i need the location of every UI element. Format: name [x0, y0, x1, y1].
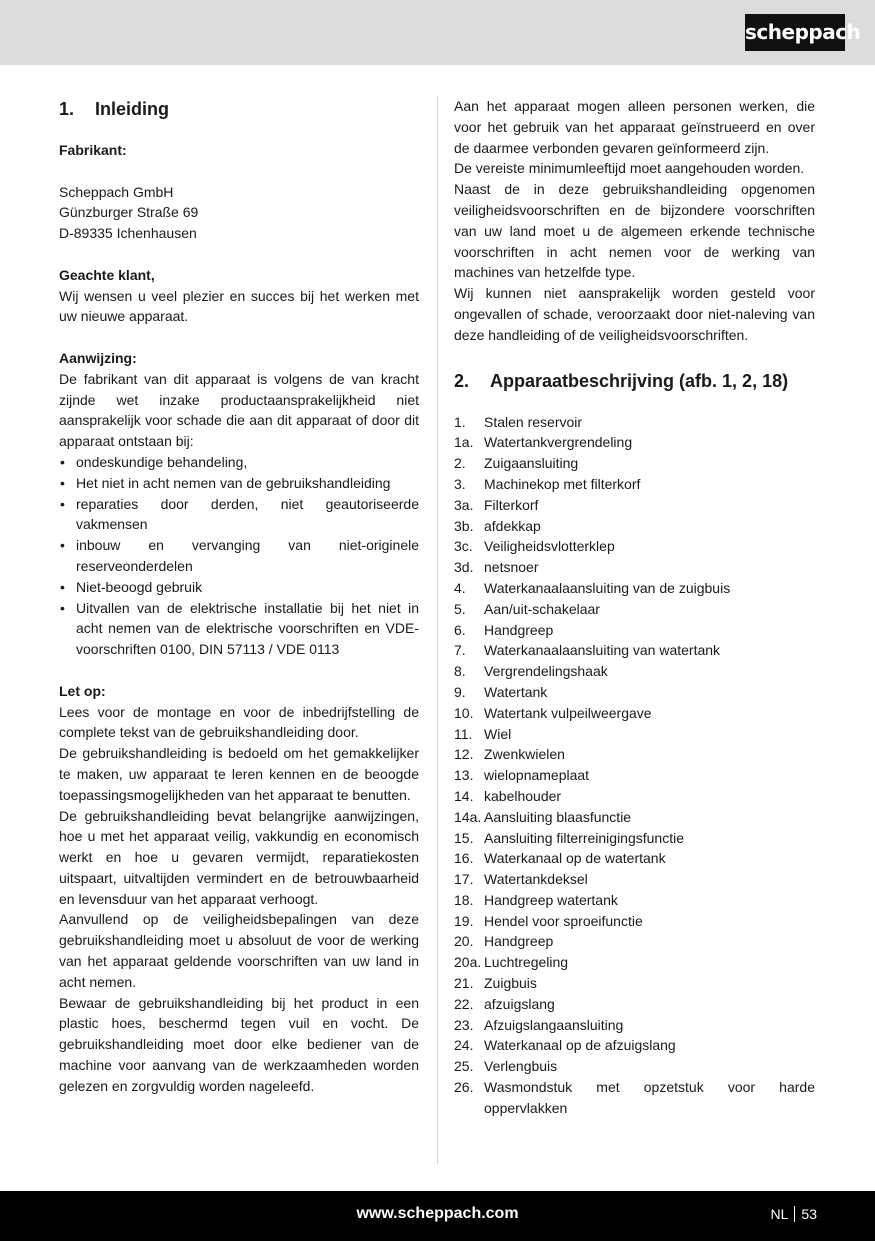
part-label: Aansluiting blaasfunctie: [484, 808, 632, 825]
part-number: 3.: [454, 475, 466, 492]
list-item: [454, 474, 815, 495]
attention-title: Let op:: [59, 682, 106, 699]
section-1-title: Inleiding: [95, 99, 169, 119]
part-number: 11.: [454, 725, 473, 742]
section-1-number: 1.: [59, 99, 75, 119]
part-number: 8.: [454, 663, 466, 680]
part-label: Hendel voor sproeifunctie: [484, 912, 643, 929]
paragraph: De vereiste minimumleeftijd moet aangehouden worden.: [454, 160, 805, 177]
list-item: [454, 432, 815, 453]
list-item: [454, 724, 815, 745]
part-label: Watertank: [484, 683, 548, 700]
part-label: Watertankvergrendeling: [484, 434, 633, 451]
part-label: Zuigaansluiting: [484, 455, 579, 472]
part-label: Vergrendelingshaak: [484, 663, 608, 680]
paragraph: Aan het apparaat mogen alleen personen werken, die voor het gebruik van het apparaat geïnstrueerd en over de daarmee verbonden gevaren geïnformeerd zijn.: [454, 98, 815, 156]
part-number: 20a.: [454, 954, 482, 971]
part-number: 6.: [454, 621, 466, 638]
part-label: Watertank vulpeilweergave: [484, 704, 652, 721]
list-item: [454, 578, 815, 599]
paragraph: Bewaar de gebruikshandleiding bij het product in een plastic hoes, beschermd tegen vuil en vocht. De gebruikshandleiding moet door elke bediener van de machine voor aanvang van de werkzaamheden worden gelezen en zorgvuldig worden nageleefd.: [59, 994, 419, 1094]
list-item: [454, 557, 815, 578]
list-item: • Uitvallen van de elektrische installatie bij het niet in acht nemen van de elektrische voorschriften en VDE-voorschriften 0100, DIN 57113 / VDE 0113: [59, 598, 419, 660]
part-label: Handgreep: [484, 621, 554, 638]
section-1-heading: [59, 96, 419, 122]
list-item: [454, 1077, 815, 1119]
address-line: D-89335 Ichenhausen: [59, 225, 197, 242]
list-item: [454, 828, 815, 849]
list-item: [454, 412, 815, 433]
part-label: Veiligheidsvlotterklep: [484, 538, 615, 555]
page-number: 53: [801, 1206, 817, 1222]
manufacturer-label: Fabrikant:: [59, 142, 127, 158]
part-label: Wiel: [484, 725, 512, 742]
part-number: 16.: [454, 850, 474, 867]
note-bullet-list: [59, 452, 419, 660]
address-line: Günzburger Straße 69: [59, 204, 199, 221]
part-number: 17.: [454, 871, 474, 888]
part-number: 9.: [454, 683, 466, 700]
separator: [794, 1206, 795, 1222]
section-2-title: Apparaatbeschrijving (afb. 1, 2, 18): [490, 370, 789, 391]
part-number: 21.: [454, 975, 474, 992]
part-number: 12.: [454, 746, 474, 763]
list-item: [454, 973, 815, 994]
list-item: [454, 453, 815, 474]
part-number: 3c.: [454, 538, 473, 555]
section-2-heading: [454, 368, 815, 394]
part-label: Luchtregeling: [484, 954, 569, 971]
section-2-number: 2.: [454, 370, 470, 391]
part-label: Waterkanaalaansluiting van watertank: [484, 642, 721, 659]
part-number: 7.: [454, 642, 466, 659]
part-label: Machinekop met filterkorf: [484, 475, 641, 492]
part-label: Handgreep watertank: [484, 891, 618, 908]
list-item: [454, 911, 815, 932]
header-bar: [0, 0, 875, 65]
list-item: [454, 1035, 815, 1056]
part-number: 23.: [454, 1016, 474, 1033]
part-number: 24.: [454, 1037, 474, 1054]
note-title: Aanwijzing:: [59, 349, 137, 366]
brand-logo: scheppach: [745, 14, 845, 51]
part-number: 18.: [454, 891, 474, 908]
list-item: • Het niet in acht nemen van de gebruikshandleiding: [59, 473, 419, 494]
language-code: NL: [770, 1206, 789, 1222]
parts-list: [454, 412, 815, 1119]
part-number: 3b.: [454, 517, 474, 534]
part-number: 14.: [454, 787, 474, 804]
list-item: [454, 890, 815, 911]
part-label: afdekkap: [484, 517, 541, 534]
list-item: [454, 661, 815, 682]
list-item: [454, 807, 815, 828]
part-label: Zuigbuis: [484, 975, 537, 992]
part-label: Filterkorf: [484, 496, 539, 513]
paragraph: De gebruikshandleiding is bedoeld om het gemakkelijker te maken, uw apparaat te leren kennen en de beoogde toepassingsmogelijkheden van het apparaat te benutten.: [59, 745, 419, 803]
paragraph: Naast de in deze gebruikshandleiding opgenomen veiligheidsvoorschriften en de bijzondere voorschriften van uw land moet u de algemeen erkende technische voorschriften in acht nemen voor de werking van machines van hetzelfde type.: [454, 181, 815, 281]
part-label: Aan/uit-schakelaar: [484, 600, 600, 617]
list-item: [454, 1056, 815, 1077]
list-item: [454, 848, 815, 869]
part-number: 1a.: [454, 434, 474, 451]
list-item: [454, 1015, 815, 1036]
list-item: [454, 516, 815, 537]
part-label: Zwenkwielen: [484, 746, 565, 763]
part-label: Verlengbuis: [484, 1058, 558, 1075]
list-item: • ondeskundige behandeling,: [59, 452, 419, 473]
column-divider: [437, 96, 438, 1164]
note-text: De fabrikant van dit apparaat is volgens de van kracht zijnde wet inzake productaansprakelijkheid niet aansprakelijk voor schade die aan dit apparaat of door dit apparaat ontstaan bij:: [59, 370, 419, 450]
part-number: 25.: [454, 1058, 474, 1075]
part-number: 13.: [454, 767, 474, 784]
list-item: [454, 994, 815, 1015]
part-label: Watertankdeksel: [484, 871, 588, 888]
list-item: • reparaties door derden, niet geautoriseerde vakmensen: [59, 494, 419, 536]
part-label: afzuigslang: [484, 995, 555, 1012]
paragraph: De gebruikshandleiding bevat belangrijke aanwijzingen, hoe u met het apparaat veilig, vakkundig en economisch werkt en hoe u gevaren vermijdt, reparatiekosten uitspaart, uitvaltijden vermindert en de betrouwbaarheid en levensduur van het apparaat verhoogt.: [59, 807, 419, 907]
list-item: [454, 536, 815, 557]
part-number: 10.: [454, 704, 474, 721]
list-item: [454, 640, 815, 661]
list-item: [454, 703, 815, 724]
list-item: [454, 952, 815, 973]
page-info: [771, 1206, 817, 1222]
part-label: Wasmondstuk met opzetstuk voor harde oppervlakken: [484, 1079, 815, 1116]
manufacturer-address: [59, 182, 419, 244]
footer-url: www.scheppach.com: [356, 1205, 519, 1222]
list-item: [454, 786, 815, 807]
list-item: [454, 599, 815, 620]
list-item: • inbouw en vervanging van niet-originele reserveonderdelen: [59, 535, 419, 577]
part-number: 19.: [454, 912, 474, 929]
part-label: Handgreep: [484, 933, 554, 950]
part-number: 22.: [454, 995, 474, 1012]
list-item: [454, 765, 815, 786]
paragraph: Wij kunnen niet aansprakelijk worden gesteld voor ongevallen of schade, veroorzaakt door niet-naleving van deze handleiding of de veiligheidsvoorschriften.: [454, 285, 815, 343]
part-label: Aansluiting filterreinigingsfunctie: [484, 829, 684, 846]
address-line: Scheppach GmbH: [59, 183, 174, 200]
part-number: 26.: [454, 1079, 474, 1096]
part-number: 20.: [454, 933, 474, 950]
part-number: 2.: [454, 455, 466, 472]
part-number: 3d.: [454, 559, 474, 576]
footer-bar: [0, 1191, 875, 1241]
part-label: Waterkanaal op de watertank: [484, 850, 666, 867]
list-item: [454, 620, 815, 641]
part-number: 14a.: [454, 808, 482, 825]
part-label: Waterkanaalaansluiting van de zuigbuis: [484, 579, 731, 596]
part-label: netsnoer: [484, 559, 539, 576]
part-number: 15.: [454, 829, 474, 846]
part-number: 4.: [454, 579, 466, 596]
part-label: Waterkanaal op de afzuigslang: [484, 1037, 676, 1054]
greeting-title: Geachte klant,: [59, 266, 155, 283]
paragraph: Lees voor de montage en voor de inbedrijfstelling de complete tekst van de gebruikshandleiding door.: [59, 703, 419, 741]
list-item: [454, 869, 815, 890]
part-label: Afzuigslangaansluiting: [484, 1016, 624, 1033]
list-item: [454, 931, 815, 952]
greeting-text: Wij wensen u veel plezier en succes bij het werken met uw nieuwe apparaat.: [59, 287, 419, 325]
list-item: [454, 682, 815, 703]
left-column: [59, 96, 419, 1097]
right-column: [454, 96, 815, 1119]
list-item: [454, 495, 815, 516]
list-item: • Niet-beoogd gebruik: [59, 577, 419, 598]
list-item: [454, 744, 815, 765]
part-label: wielopnameplaat: [484, 767, 590, 784]
paragraph: Aanvullend op de veiligheidsbepalingen van deze gebruikshandleiding moet u absoluut de voor de werking van het apparaat geldende voorschriften van uw land in acht nemen.: [59, 911, 419, 990]
part-label: kabelhouder: [484, 787, 562, 804]
part-label: Stalen reservoir: [484, 413, 583, 430]
part-number: 3a.: [454, 496, 474, 513]
part-number: 5.: [454, 600, 466, 617]
part-number: 1.: [454, 413, 466, 430]
